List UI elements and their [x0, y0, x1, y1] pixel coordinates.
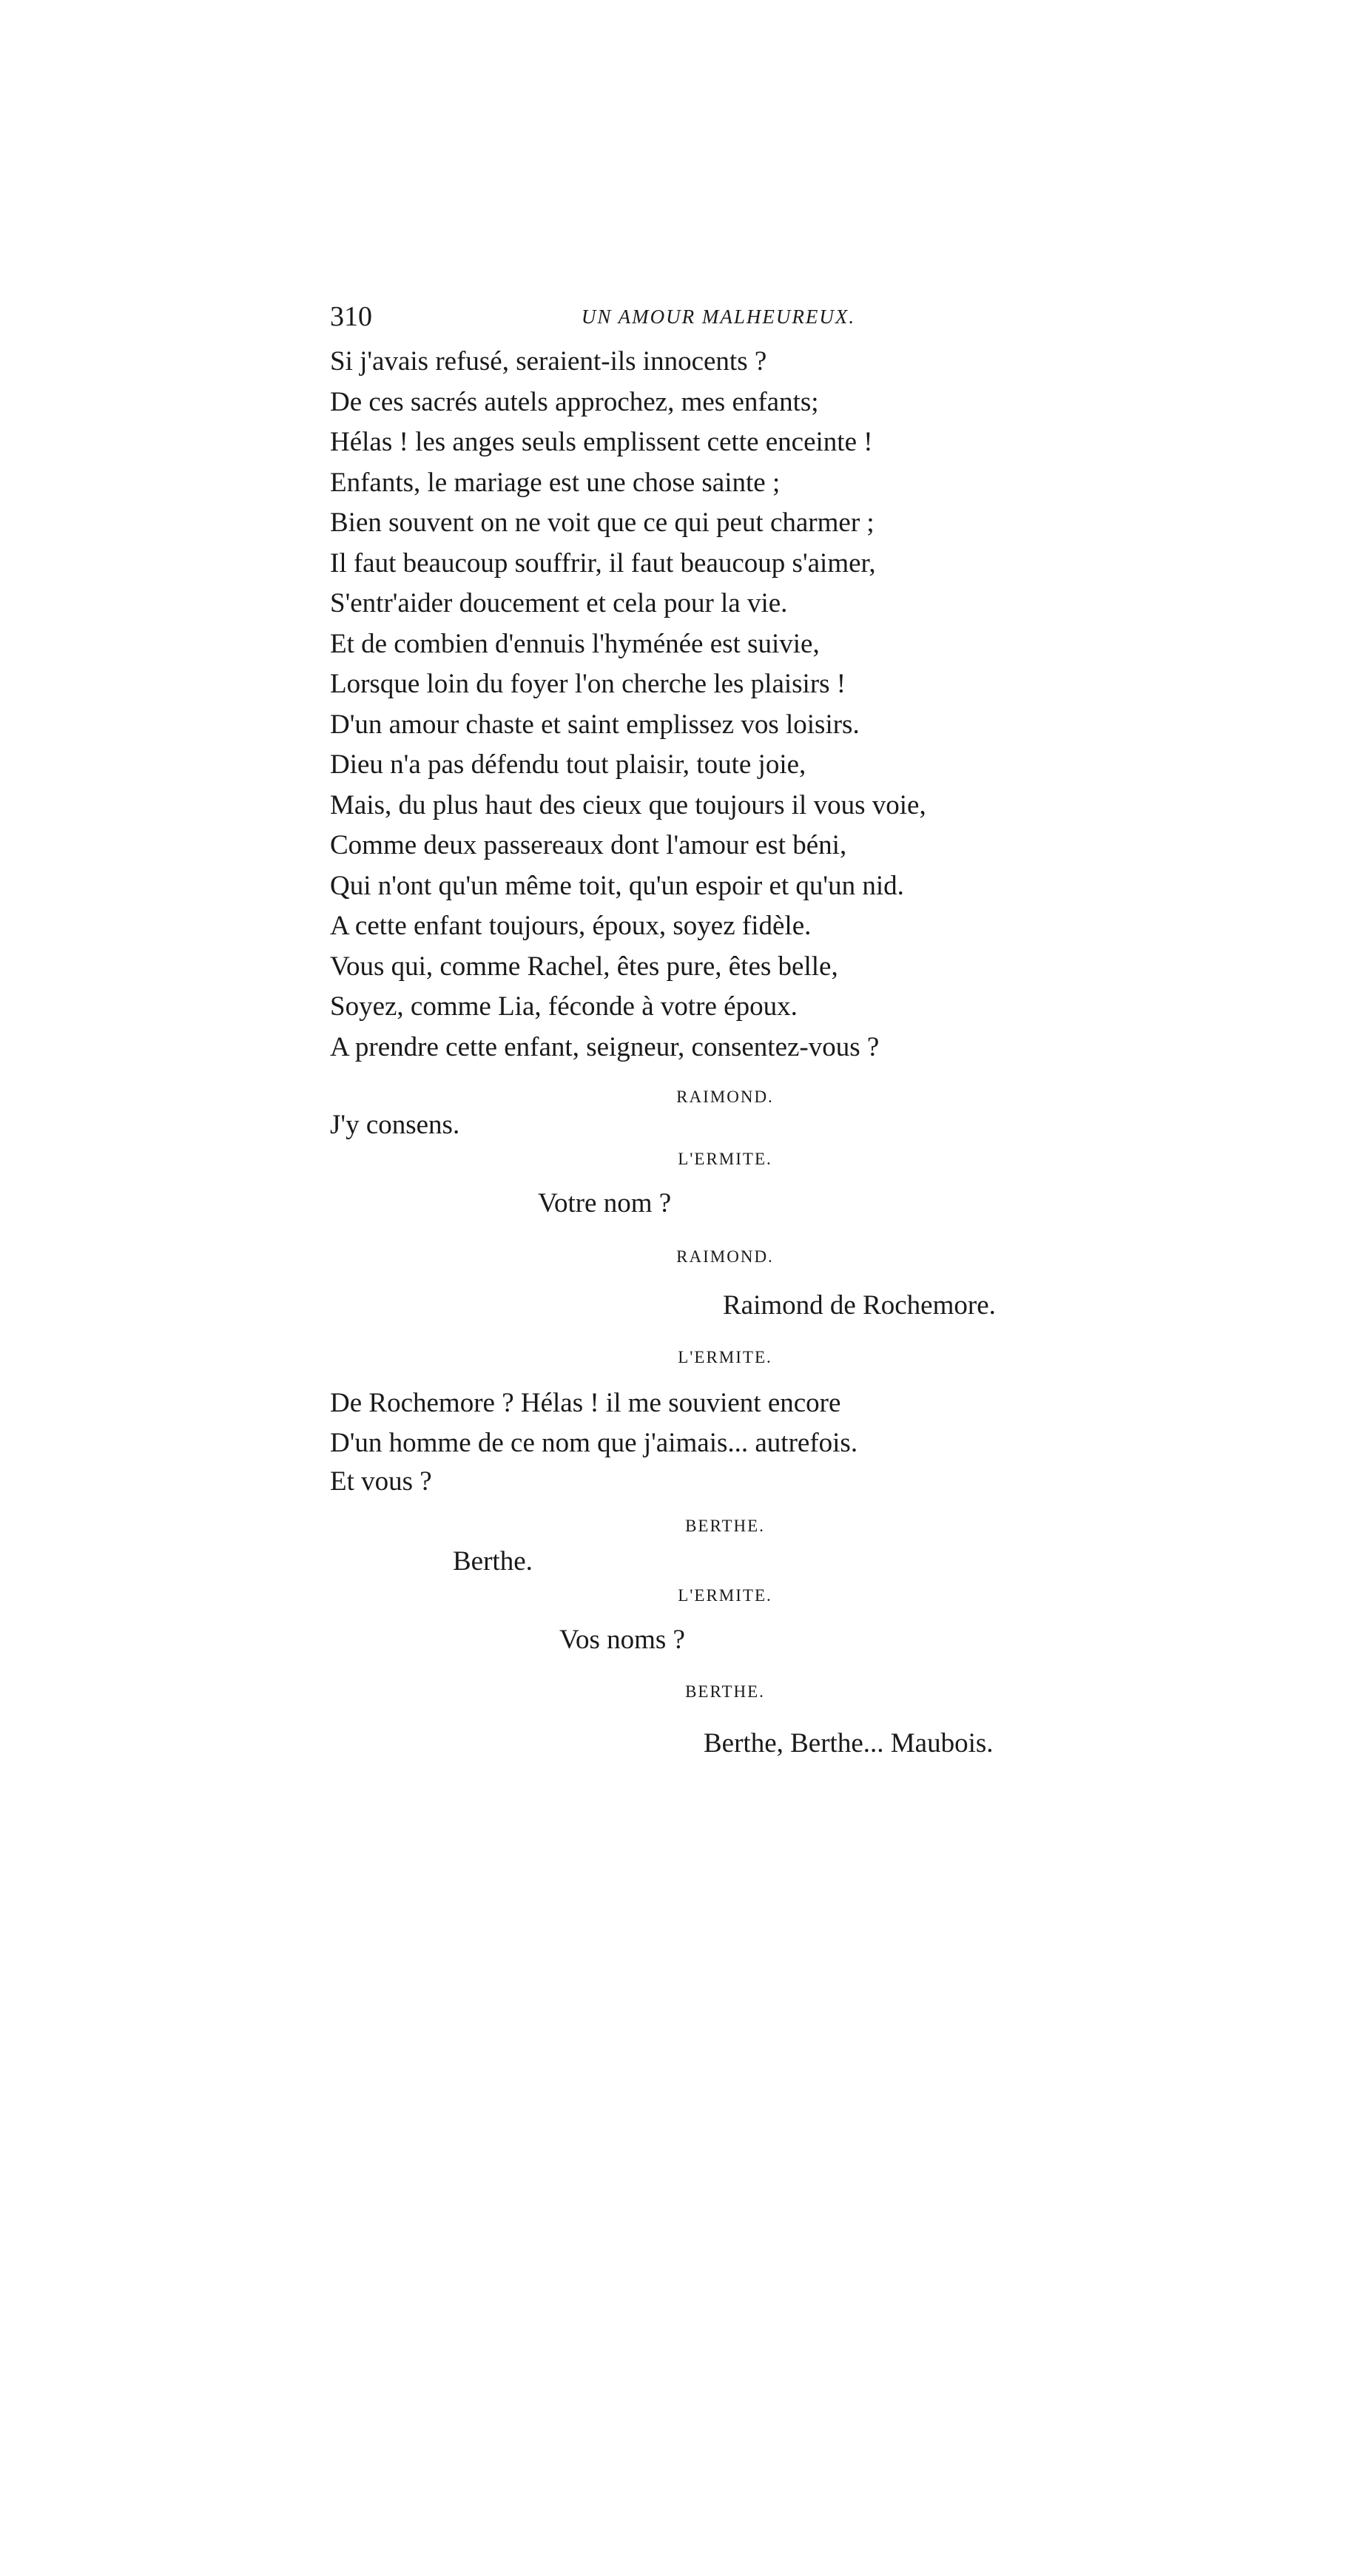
verse-line: Dieu n'a pas défendu tout plaisir, toute joie,	[330, 749, 806, 780]
verse-line: Si j'avais refusé, seraient-ils innocents ?	[330, 346, 767, 377]
page-number: 310	[330, 301, 372, 332]
verse-line: Lorsque loin du foyer l'on cherche les plaisirs !	[330, 669, 846, 699]
dialogue-line: Vos noms ?	[559, 1625, 685, 1655]
verse-line: Comme deux passereaux dont l'amour est béni,	[330, 830, 847, 860]
verse-line: Qui n'ont qu'un même toit, qu'un espoir et qu'un nid.	[330, 870, 904, 901]
verse-line: Bien souvent on ne voit que ce qui peut charmer ;	[330, 508, 875, 538]
dialogue-line: De Rochemore ? Hélas ! il me souvient encore	[330, 1388, 841, 1418]
verse-block	[330, 342, 926, 1068]
dialogue-line: Berthe.	[453, 1546, 533, 1577]
verse-line: D'un amour chaste et saint emplissez vos loisirs.	[330, 709, 860, 740]
speaker-label-ermite: L'ERMITE.	[678, 1586, 772, 1605]
speaker-label-raimond: RAIMOND.	[676, 1088, 774, 1106]
verse-line: Soyez, comme Lia, féconde à votre époux.	[330, 991, 798, 1022]
speaker-label-ermite: L'ERMITE.	[678, 1348, 772, 1366]
dialogue-line: Raimond de Rochemore.	[723, 1290, 996, 1321]
verse-line: A prendre cette enfant, seigneur, consentez-vous ?	[330, 1031, 880, 1062]
verse-line: Hélas ! les anges seuls emplissent cette enceinte !	[330, 427, 873, 457]
running-title: UN AMOUR MALHEUREUX.	[581, 306, 856, 328]
dialogue-line: D'un homme de ce nom que j'aimais... autrefois.	[330, 1428, 858, 1458]
speaker-label-ermite: L'ERMITE.	[678, 1150, 772, 1168]
verse-line: De ces sacrés autels approchez, mes enfants;	[330, 386, 819, 417]
verse-line: Il faut beaucoup souffrir, il faut beaucoup s'aimer,	[330, 547, 876, 579]
verse-line: Vous qui, comme Rachel, êtes pure, êtes belle,	[330, 951, 838, 982]
verse-line: Enfants, le mariage est une chose sainte ;	[330, 467, 781, 498]
verse-line: Mais, du plus haut des cieux que toujours il vous voie,	[330, 789, 926, 820]
speaker-label-raimond: RAIMOND.	[676, 1247, 774, 1266]
speaker-label-berthe: BERTHE.	[685, 1682, 765, 1701]
dialogue-line: Votre nom ?	[538, 1188, 672, 1218]
verse-line: Et de combien d'ennuis l'hyménée est suivie,	[330, 628, 820, 659]
speaker-label-berthe: BERTHE.	[685, 1517, 765, 1535]
dialogue-line: Berthe, Berthe... Maubois.	[704, 1728, 994, 1759]
page-header	[330, 294, 1107, 339]
dialogue-line: Et vous ?	[330, 1466, 432, 1497]
dialogue-line: J'y consens.	[330, 1110, 460, 1140]
verse-line: S'entr'aider doucement et cela pour la vie.	[330, 588, 788, 618]
verse-line: A cette enfant toujours, époux, soyez fidèle.	[330, 911, 812, 941]
